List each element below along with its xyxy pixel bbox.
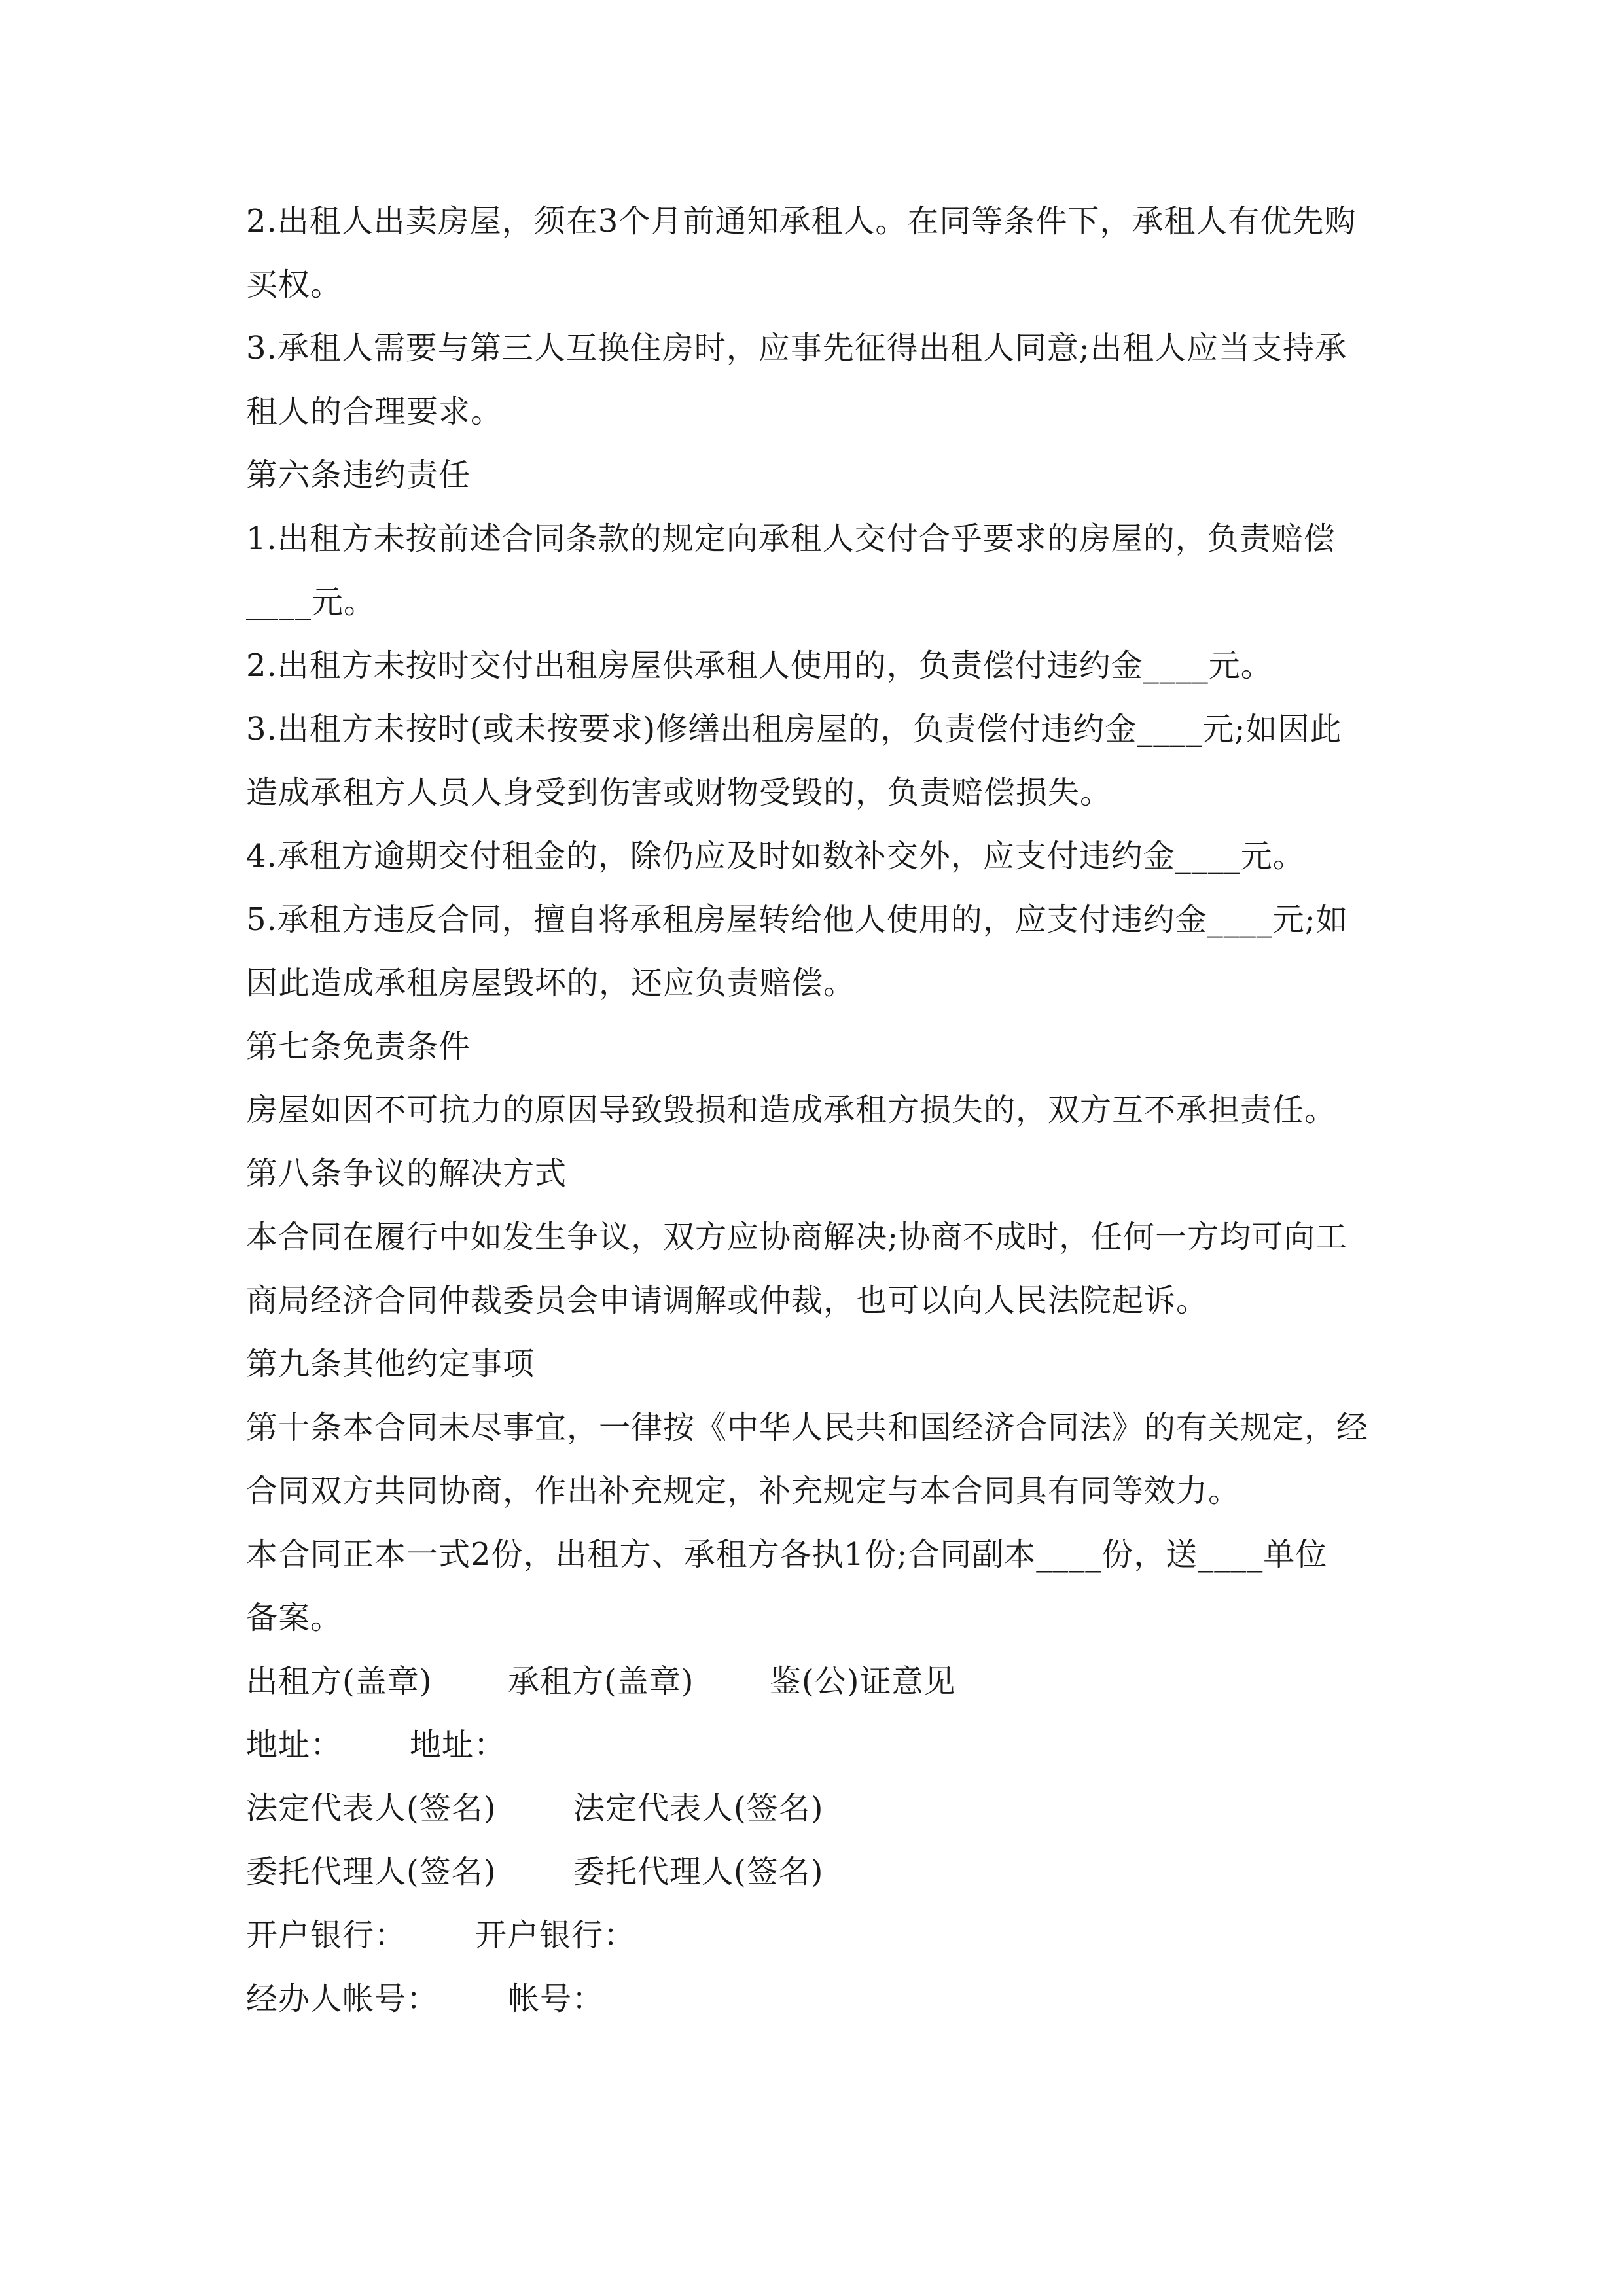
body-line: 3.出租方未按时(或未按要求)修缮出租房屋的，负责偿付违约金____元;如因此 [246, 711, 1342, 747]
lessor-legal-rep-label: 法定代表人(签名) [246, 1790, 497, 1827]
lessee-bank-label: 开户银行： [475, 1917, 636, 1954]
body-line: 买权。 [246, 266, 343, 303]
body-line: 第十条本合同未尽事宜，一律按《中华人民共和国经济合同法》的有关规定，经 [246, 1409, 1369, 1446]
body-line: 本合同正本一式2份，出租方、承租方各执1份;合同副本____份，送____单位 [246, 1536, 1328, 1573]
section-heading: 第九条其他约定事项 [246, 1346, 535, 1382]
body-line: 4.承租方逾期交付租金的，除仍应及时如数补交外，应支付违约金____元。 [246, 838, 1305, 874]
handler-account-label: 经办人帐号： [246, 1981, 439, 2017]
lessor-address-label: 地址： [246, 1727, 343, 1763]
lessee-legal-rep-label: 法定代表人(签名) [573, 1790, 824, 1827]
body-line: 2.出租人出卖房屋，须在3个月前通知承租人。在同等条件下，承租人有优先购 [246, 203, 1357, 240]
lessee-address-label: 地址： [410, 1727, 507, 1763]
body-line: 1.出租方未按前述合同条款的规定向承租人交付合乎要求的房屋的，负责赔偿 [246, 520, 1336, 557]
body-line: 商局经济合同仲裁委员会申请调解或仲裁，也可以向人民法院起诉。 [246, 1282, 1209, 1319]
notary-opinion-label: 鉴(公)证意见 [770, 1663, 956, 1700]
section-heading: 第六条违约责任 [246, 457, 471, 493]
body-line: 3.承租人需要与第三人互换住房时，应事先征得出租人同意;出租人应当支持承 [246, 330, 1347, 367]
body-line: 因此造成承租房屋毁坏的，还应负责赔偿。 [246, 965, 856, 1001]
section-heading: 第七条免责条件 [246, 1028, 471, 1065]
body-line: 房屋如因不可抗力的原因导致毁损和造成承租方损失的，双方互不承担责任。 [246, 1092, 1337, 1128]
lessee-seal-label: 承租方(盖章) [508, 1663, 694, 1700]
body-line: ____元。 [246, 584, 376, 620]
body-line: 造成承租方人员人身受到伤害或财物受毁的，负责赔偿损失。 [246, 774, 1113, 811]
account-label: 帐号： [508, 1981, 605, 2017]
body-line: 租人的合理要求。 [246, 393, 503, 430]
body-line: 备案。 [246, 1600, 343, 1636]
body-line: 合同双方共同协商，作出补充规定，补充规定与本合同具有同等效力。 [246, 1473, 1241, 1509]
lessor-agent-label: 委托代理人(签名) [246, 1854, 497, 1890]
body-line: 本合同在履行中如发生争议，双方应协商解决;协商不成时，任何一方均可向工 [246, 1219, 1348, 1255]
section-heading: 第八条争议的解决方式 [246, 1155, 567, 1192]
lessee-agent-label: 委托代理人(签名) [573, 1854, 824, 1890]
lessor-seal-label: 出租方(盖章) [246, 1663, 433, 1700]
body-line: 2.出租方未按时交付出租房屋供承租人使用的，负责偿付违约金____元。 [246, 647, 1273, 684]
body-line: 5.承租方违反合同，擅自将承租房屋转给他人使用的，应支付违约金____元;如 [246, 901, 1348, 938]
lessor-bank-label: 开户银行： [246, 1917, 407, 1954]
